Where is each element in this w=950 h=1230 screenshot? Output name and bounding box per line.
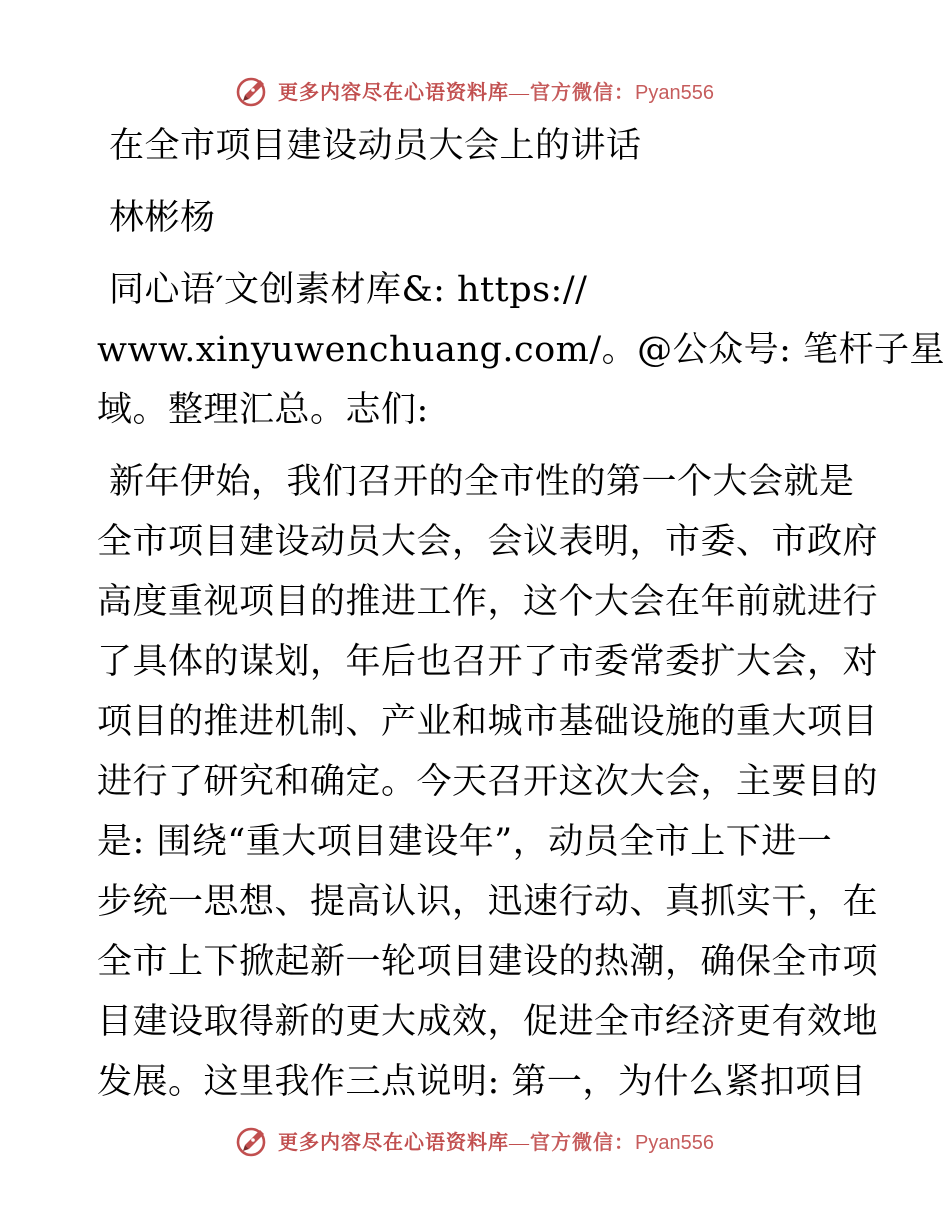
body-line: 了具体的谋划，年后也召开了市委常委扩大会，对 [97,642,879,682]
body-line: 步统一思想、提高认识，迅速行动、真抓实干，在 [97,882,879,922]
watermark-brand: 更多内容尽在心语资料库 [278,1131,510,1154]
body-line: 进行了研究和确定。今天召开这次大会，主要目的 [97,762,879,802]
watermark-official: 官方微信： [530,1131,636,1154]
footer-watermark-text [278,1126,714,1155]
body-line: 全市项目建设动员大会，会议表明，市委、市政府 [97,522,879,562]
document-body [97,116,946,1112]
header-watermark-content [236,73,714,107]
watermark-handle: Pyan556 [635,81,714,104]
body-line: 全市上下掀起新一轮项目建设的热潮，确保全市项 [97,942,879,982]
watermark-handle: Pyan556 [635,1131,714,1154]
document-title: 在全市项目建设动员大会上的讲话 [109,126,642,166]
body-line: 高度重视项目的推进工作，这个大会在年前就进行 [97,582,879,622]
intro-line: 同心语′文创素材库&: https:// [109,270,588,310]
pen-logo-icon [236,73,270,107]
document-author: 林彬杨 [109,198,216,238]
header-watermark-text [278,76,714,105]
body-line: 项目的推进机制、产业和城市基础设施的重大项目 [97,702,879,742]
intro-line: 域。整理汇总。志们: [97,390,429,430]
watermark-brand: 更多内容尽在心语资料库 [278,81,510,104]
footer-watermark [0,1120,950,1160]
body-line: 目建设取得新的更大成效，促进全市经济更有效地 [97,1002,879,1042]
footer-watermark-content [236,1123,714,1157]
intro-line: www.xinyuwenchuang.com/。@公众号: 笔杆子星 [97,330,946,370]
body-line: 新年伊始，我们召开的全市性的第一个大会就是 [109,462,855,502]
body-line: 发展。这里我作三点说明: 第一，为什么紧扣项目 [97,1062,867,1102]
watermark-official: 官方微信： [530,81,636,104]
pen-logo-icon [236,1123,270,1157]
watermark-dash: — [509,1131,531,1154]
header-watermark [0,70,950,110]
watermark-dash: — [509,81,531,104]
body-line: 是: 围绕“重大项目建设年”，动员全市上下进一 [97,822,833,862]
